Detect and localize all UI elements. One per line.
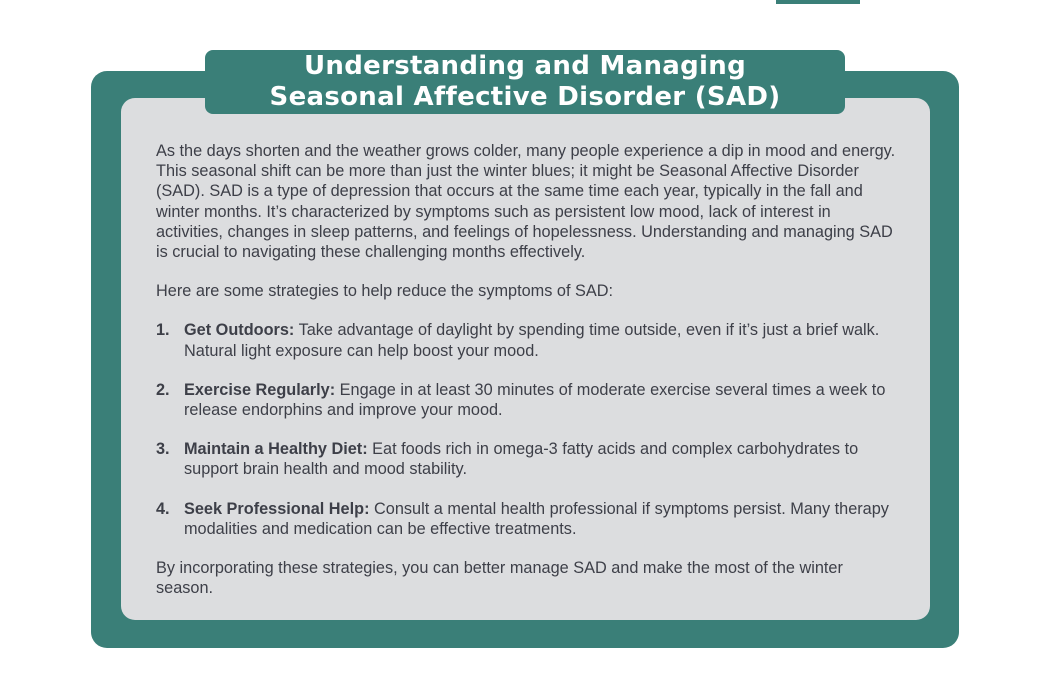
strategy-number: 3. [156, 440, 170, 459]
closing-paragraph: By incorporating these strategies, you can better manage SAD and make the most of the winter season. [156, 559, 843, 598]
strategy-item [156, 380, 896, 420]
strategy-text-block [184, 380, 896, 420]
strategy-number: 2. [156, 380, 170, 399]
strategy-item [156, 499, 896, 539]
strategy-number: 1. [156, 321, 170, 340]
strategy-description: Take advantage of daylight by spending time outside, even if it’s just a brief walk. Natural light exposure can help boost your mood. [184, 321, 880, 360]
intro-paragraph: As the days shorten and the weather grows colder, many people experience a dip in mood and energy. This seasonal shift can be more than just the winter blues; it might be Seasonal Affective Disorder (SAD). SAD is a type of depression that occurs at the same time each year, typically in the fall and winter months. It’s characterized by symptoms such as persistent low mood, lack of interest in activities, changes in sleep patterns, and feelings of hopelessness. Understanding and managing SAD is crucial to navigating these challenging months effectively. [156, 142, 896, 262]
strategy-text-block [184, 439, 896, 479]
strategy-description: Consult a mental health professional if symptoms persist. Many therapy modalities and medication can be effective treatments. [184, 499, 889, 538]
article-body [156, 141, 896, 598]
strategy-title: Get Outdoors: [184, 321, 295, 340]
strategy-title: Exercise Regularly: [184, 380, 336, 399]
title-line-2: Seasonal Affective Disorder (SAD) [269, 82, 781, 112]
strategy-description: Engage in at least 30 minutes of moderate exercise several times a week to release endorphins and improve your mood. [184, 380, 886, 420]
title-line-1: Understanding and Managing [304, 51, 746, 81]
strategy-description: Eat foods rich in omega-3 fatty acids and complex carbohydrates to support brain health and mood stability. [184, 440, 859, 479]
title-banner [205, 50, 845, 114]
top-accent-bar [776, 0, 860, 4]
strategy-title: Maintain a Healthy Diet: [184, 440, 368, 459]
strategy-text-block [184, 499, 896, 539]
strategy-item [156, 320, 896, 360]
strategy-text-block [184, 320, 896, 360]
strategy-list [156, 320, 896, 539]
strategy-item [156, 439, 896, 479]
strategy-title: Seek Professional Help: [184, 499, 370, 518]
lead-in-paragraph: Here are some strategies to help reduce the symptoms of SAD: [156, 282, 613, 301]
strategy-number: 4. [156, 499, 170, 518]
